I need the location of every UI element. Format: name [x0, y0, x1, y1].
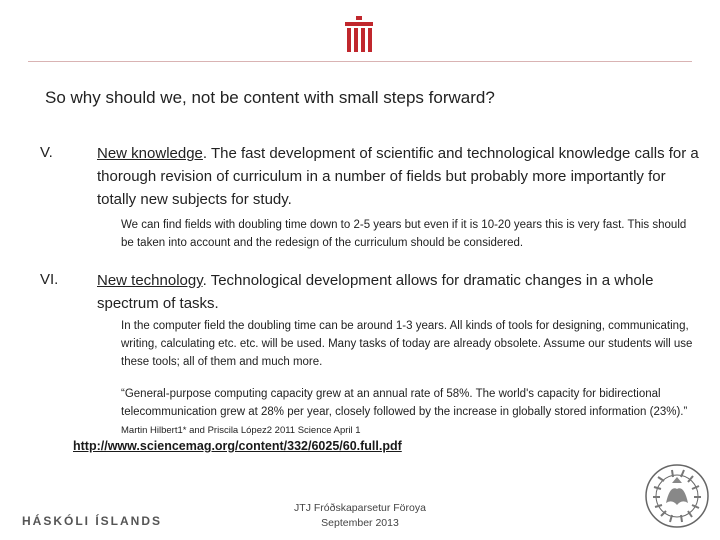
footer-line-2: September 2013 — [321, 517, 399, 529]
quote-author: Martin Hilbert1* and Priscila López2 2011 Science April 1 — [121, 425, 361, 436]
slide-title: So why should we, not be content with small steps forward? — [45, 88, 495, 107]
quote-text: “General-purpose computing capacity grew at an annual rate of 58%. The world's capacity for bidirectional telecommunication grew at 28% per year, closely followed by the increase in globally stored information (23%).” — [121, 388, 688, 418]
university-seal-icon — [644, 463, 710, 529]
reference-link[interactable]: http://www.sciencemag.org/content/332/6025/60.full.pdf — [73, 439, 402, 453]
footer-line-1: JTJ Fróðskaparsetur Föroya — [294, 502, 426, 514]
footer-caption — [290, 501, 430, 531]
item-text — [97, 269, 697, 315]
item-number: V. — [40, 144, 53, 161]
item-number: VI. — [40, 271, 59, 288]
university-logo-icon — [343, 16, 375, 54]
item-lead: New knowledge — [97, 145, 203, 162]
item-lead: New technology — [97, 272, 203, 289]
item-body: . Technological development allows for dramatic changes in a whole spectrum of tasks. — [97, 272, 654, 312]
item-body: . The fast development of scientific and technological knowledge calls for a thorough revision of curriculum in a number of fields but probably more importantly for totally new subjects for study. — [97, 145, 699, 208]
footer-brand: HÁSKÓLI ÍSLANDS — [22, 514, 163, 528]
quote-block — [121, 385, 696, 440]
item-text — [97, 142, 702, 211]
item-subtext: We can find fields with doubling time down to 2-5 years but even if it is 10-20 years this is very fast. This should be taken into account and the redesign of the curriculum should be considered. — [121, 219, 687, 249]
item-subtext: In the computer field the doubling time can be around 1-3 years. All kinds of tools for designing, communicating, writing, calculating etc. etc. will be used. Many tasks of today are already obsolete. Assume our students will use these tools; all of them and much more. — [121, 320, 693, 368]
header-divider — [28, 61, 692, 62]
